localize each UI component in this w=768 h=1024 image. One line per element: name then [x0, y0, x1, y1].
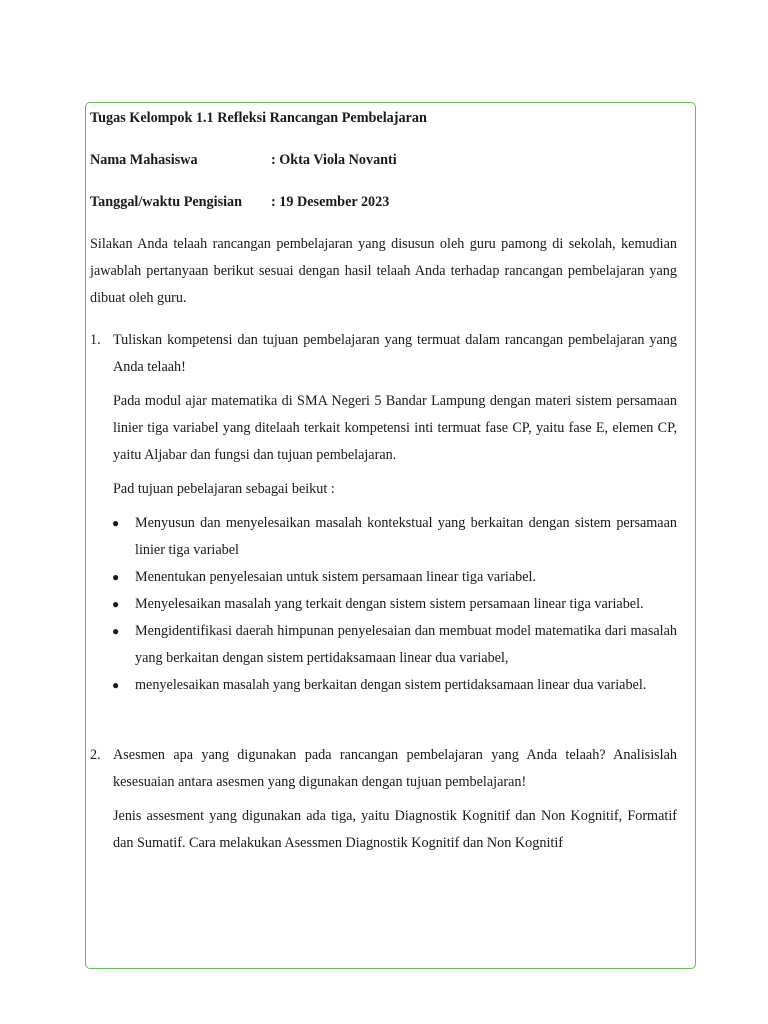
question-text: Asesmen apa yang digunakan pada rancangan pembelajaran yang Anda telaah? Analisislah kesesuaian antara asesmen yang digunakan dengan tujuan pembelajaran! [113, 747, 677, 790]
question-2 [90, 742, 677, 796]
list-item: ● menyelesaikan masalah yang berkaitan dengan sistem pertidaksamaan linear dua variabel. [135, 672, 677, 699]
student-name-label: Nama Mahasiswa [90, 152, 198, 168]
spacer [90, 699, 677, 742]
question-1 [90, 327, 677, 381]
bullet-icon: ● [112, 570, 120, 584]
answer-1-paragraph: Pada modul ajar matematika di SMA Negeri 5 Bandar Lampung dengan materi sistem persamaan linier tiga variabel yang ditelaah terkait kompetensi inti termuat fase CP, yaitu fase E, elemen CP, yaitu Aljabar dan fungsi dan tujuan pembelajaran. [113, 393, 677, 463]
instructions-paragraph: Silakan Anda telaah rancangan pembelajaran yang disusun oleh guru pamong di sekolah, kemudian jawablah pertanyaan berikut sesuai dengan hasil telaah Anda terhadap rancangan pembelajaran yang dibuat oleh guru. [90, 236, 677, 306]
bullet-icon: ● [112, 678, 120, 692]
date-row [90, 189, 677, 216]
question-number: 1. [90, 332, 101, 348]
student-name-value: : Okta Viola Novanti [271, 152, 397, 168]
list-item: ● Menyelesaikan masalah yang terkait dengan sistem sistem persamaan linear tiga variabel. [135, 591, 677, 618]
question-text: Tuliskan kompetensi dan tujuan pembelajaran yang termuat dalam rancangan pembelajaran yang Anda telaah! [113, 332, 677, 375]
bullet-icon: ● [112, 597, 120, 611]
document-body [90, 105, 677, 864]
list-item: ● Mengidentifikasi daerah himpunan penyelesaian dan membuat model matematika dari masalah yang berkaitan dengan sistem pertidaksamaan linear dua variabel, [135, 618, 677, 672]
document-title: Tugas Kelompok 1.1 Refleksi Rancangan Pembelajaran [90, 110, 427, 126]
list-item: ● Menentukan penyelesaian untuk sistem persamaan linear tiga variabel. [135, 564, 677, 591]
date-label: Tanggal/waktu Pengisian [90, 194, 243, 210]
answer-1-objectives-intro: Pad tujuan pebelajaran sebagai beikut : [113, 481, 335, 497]
date-value: : 19 Desember 2023 [271, 194, 390, 210]
student-name-row [90, 147, 677, 174]
list-item: ● Menyusun dan menyelesaikan masalah kontekstual yang berkaitan dengan sistem persamaan linier tiga variabel [135, 510, 677, 564]
objectives-list [90, 510, 677, 699]
bullet-icon: ● [112, 516, 120, 530]
bullet-icon: ● [112, 624, 120, 638]
question-number: 2. [90, 747, 101, 763]
answer-2-paragraph: Jenis assesment yang digunakan ada tiga, yaitu Diagnostik Kognitif dan Non Kognitif, Formatif dan Sumatif. Cara melakukan Asessmen Diagnostik Kognitif dan Non Kognitif [113, 808, 677, 851]
